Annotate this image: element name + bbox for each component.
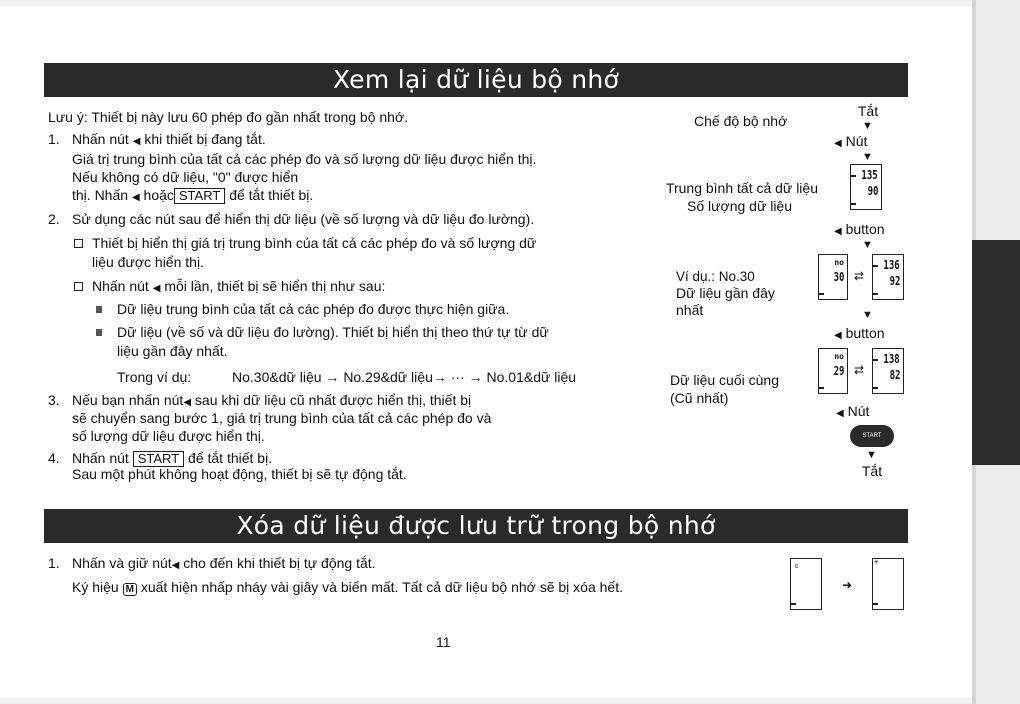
lcd-memory-display [790,558,822,610]
alternating-arrows-icon: ⇄ [854,363,865,377]
blinking-memory-icon: ✳ [874,557,879,566]
step3-number: 3. [48,392,60,408]
example-label: Trong ví dụ: [117,369,192,385]
arrow-right-icon: ➜ [842,578,853,592]
start-button-icon: START [850,425,894,447]
step2-bullet1: Dữ liệu trung bình của tất cả các phép đo được thực hiện giữa. [117,301,510,317]
square-bullet-icon [96,306,102,313]
alternating-arrows-icon: ⇄ [854,269,865,283]
lcd-record-number-display: no 29 [818,348,848,394]
example-sequence: No.30&dữ liệu → No.29&dữ liệu→ ··· → No.01&dữ liệu [232,369,577,385]
clear-step1-number: 1. [48,555,60,571]
step3-line2: sẽ chuyển sang bước 1, giá trị trung bình của tất cả các phép đo và [72,410,492,426]
step3-line1: Nếu bạn nhấn nút◀ sau khi dữ liệu cũ nhất được hiển thị, thiết bị [72,392,472,408]
recent-data-label-2: nhất [676,302,704,318]
step2-line1: Sử dụng các nút sau để hiển thị dữ liệu (về số lượng và dữ liệu đo lường). [72,211,535,227]
left-arrow-button-icon: ◀ [836,408,844,419]
oldest-data-label: (Cũ nhất) [670,390,729,406]
memory-mode-label: Chế độ bộ nhớ [694,113,788,129]
page-edge-bottom [0,698,972,704]
left-arrow-button-icon: ◀ [183,397,192,408]
recent-data-label: Dữ liệu gần đây [676,285,775,301]
section-tab-marker [972,240,1020,465]
left-arrow-button-icon: ◀ [834,330,842,341]
step1-number: 1. [48,131,60,147]
left-arrow-button-icon: ◀ [171,560,180,571]
step2-bullet2-line1: Dữ liệu (về số và dữ liệu đo lường). Thiết bị hiển thị theo thứ tự từ dữ [117,324,549,340]
lcd-measurement-display: 138 82 [872,348,904,394]
off-bottom-label: Tắt [861,463,883,479]
step1-line2: Giá trị trung bình của tất cả các phép đo và số lượng dữ liệu được hiển thị. [72,151,537,167]
clear-step1-detail: Ký hiệu M xuất hiện nhấp nháy vài giây và biến mất. Tất cả dữ liệu bộ nhớ sẽ bị xóa hết. [72,579,623,595]
last-data-label: Dữ liệu cuối cùng [670,372,779,388]
start-button-label: START [133,451,184,467]
button-label-3: ◀ button [834,325,885,341]
arrow-down-icon: ▼ [862,120,873,132]
clear-step1: Nhấn và giữ nút◀ cho đến khi thiết bị tự động tắt. [72,555,376,571]
button-label-1: ◀ Nút [834,133,868,149]
step3-line3: số lượng dữ liệu được hiển thị. [72,428,265,444]
step2-sub2: Nhấn nút ◀ mỗi lần, thiết bị sẽ hiển thị như sau: [92,278,386,294]
step2-sub1-line2: liệu được hiển thị. [92,254,204,270]
button-label-4: ◀ Nút [836,403,870,419]
step1-line4: thị. Nhấn ◀ hoặc START để tắt thiết bị. [72,187,314,203]
lcd-measurement-display: 136 92 [872,254,904,300]
example-no30-label: Ví dụ.: No.30 [676,269,755,284]
step2-number: 2. [48,211,60,227]
left-arrow-button-icon: ◀ [132,136,141,147]
section-title-memory: Xem lại dữ liệu bộ nhớ [44,63,908,97]
memory-note: Lưu ý: Thiết bị này lưu 60 phép đo gần nhất trong bộ nhớ. [48,109,409,125]
left-arrow-button-icon: ◀ [152,283,161,294]
step4-line2: Sau một phút không hoạt động, thiết bị sẽ tự động tắt. [72,466,407,482]
arrow-down-icon: ▼ [862,151,873,163]
arrow-down-icon: ▼ [862,309,873,321]
lcd-cleared-display [872,558,904,610]
left-arrow-button-icon: ◀ [834,138,842,149]
start-button-label: START [174,188,225,204]
left-arrow-button-icon: ◀ [834,226,842,237]
step1-line3: Nếu không có dữ liệu, "0" được hiển [72,169,299,185]
step2-bullet2-line2: liệu gần đây nhất. [117,343,228,359]
button-label-2: ◀ button [834,221,885,237]
left-arrow-button-icon: ◀ [131,192,140,203]
step2-sub1-line1: Thiết bị hiển thị giá trị trung bình của tất cả các phép đo và số lượng dữ [92,235,537,251]
lcd-average-display: 135 90 [850,164,882,210]
arrow-down-icon: ▼ [866,449,877,461]
square-bullet-icon [96,329,102,336]
step4-number: 4. [48,450,60,466]
data-count-label: Số lượng dữ liệu [687,198,792,214]
page-number: 11 [436,634,451,650]
arrow-down-icon: ▼ [862,239,873,251]
lcd-record-number-display: no 30 [818,254,848,300]
step4-line1: Nhấn nút START để tắt thiết bị. [72,450,273,466]
section-title-clear-memory: Xóa dữ liệu được lưu trữ trong bộ nhớ [44,509,908,543]
off-top-label: Tắt [857,103,879,119]
page-edge-top [0,0,972,6]
memory-m-icon: M [123,583,137,596]
memory-icon: ▫ [794,561,799,570]
checkbox-bullet-icon [74,239,83,248]
average-all-data-label: Trung bình tất cả dữ liệu [665,180,818,196]
step1-line1: Nhấn nút ◀ khi thiết bị đang tắt. [72,131,266,147]
checkbox-bullet-icon [74,282,83,291]
